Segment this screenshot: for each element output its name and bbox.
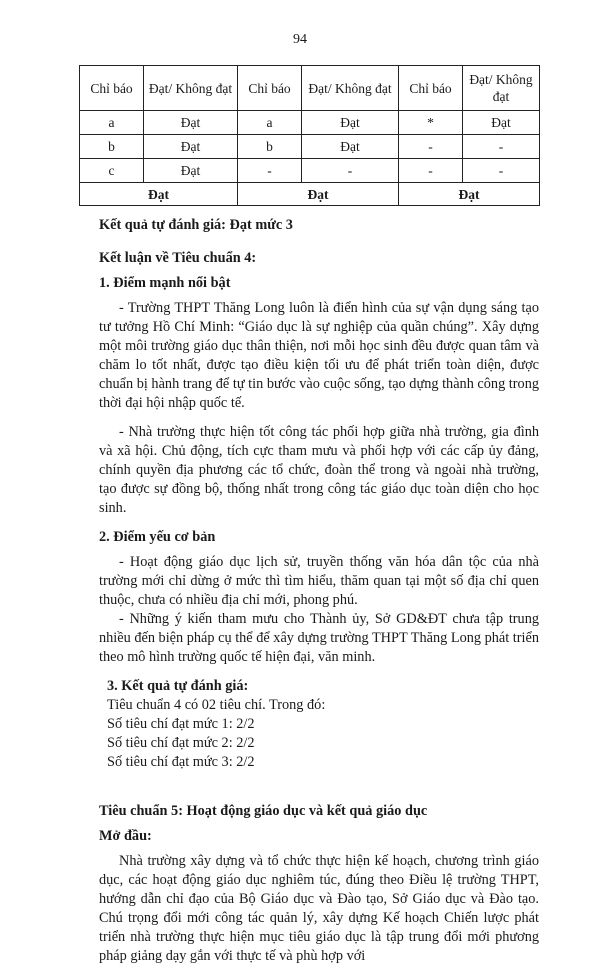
table-total-row	[80, 183, 540, 206]
table-header-cell: Đạt/ Không đạt	[144, 66, 238, 111]
table-header-cell: Chỉ báo	[80, 66, 144, 111]
table-total-cell: Đạt	[238, 183, 399, 206]
weaknesses-heading: 2. Điểm yếu cơ bản	[99, 529, 216, 545]
table-row	[80, 111, 540, 135]
self-eval-line: Số tiêu chí đạt mức 3: 2/2	[107, 754, 255, 770]
table-cell: c	[80, 159, 144, 183]
table-header-row	[80, 66, 540, 111]
self-eval-heading: 3. Kết quả tự đánh giá:	[107, 678, 249, 694]
table-cell: -	[238, 159, 302, 183]
intro-paragraph: Nhà trường xây dựng và tổ chức thực hiện kế hoạch, chương trình giáo dục, các hoạt động giáo dục nghiêm túc, đúng theo Điều lệ trường THPT, hướng dẫn chỉ đạo của Bộ Giáo dục và Đào tạo, Sở Giáo dục và Đào tạo. Chú trọng đổi mới công tác quản lý, xây dựng Kế hoạch Chiến lược phát triển nhà trường thực hiện mục tiêu giáo dục là tập trung đổi mới phương pháp giảng dạy gắn với thực tế và phù hợp với	[99, 853, 539, 964]
page-number: 94	[293, 32, 307, 47]
conclusion-title: Kết luận về Tiêu chuẩn 4:	[99, 250, 257, 266]
table-cell: Đạt	[463, 111, 540, 135]
table-cell: Đạt	[302, 111, 399, 135]
self-evaluation-result: Kết quả tự đánh giá: Đạt mức 3	[99, 217, 293, 233]
weaknesses-paragraph: - Những ý kiến tham mưu cho Thành ủy, Sở GD&ĐT chưa tập trung nhiều đến biện pháp cụ thể để xây dựng trường THPT Thăng Long phát triển theo mô hình trường quốc tế hiện đại, văn minh.	[99, 611, 539, 665]
strengths-heading: 1. Điểm mạnh nổi bật	[99, 275, 231, 291]
table-header-cell: Chỉ báo	[238, 66, 302, 111]
document-body	[99, 216, 539, 966]
table-cell: -	[399, 135, 463, 159]
strengths-paragraph: - Nhà trường thực hiện tốt công tác phối hợp giữa nhà trường, gia đình và xã hội. Chủ động, tích cực tham mưu và phối hợp với các cấp ủy đảng, chính quyền địa phương các tổ chức, đoàn thể trong và ngoài nhà trường, tạo được sự đồng bộ, thống nhất trong công tác giáo dục toàn diện cho học sinh.	[99, 424, 539, 516]
table-total-cell: Đạt	[399, 183, 540, 206]
strengths-paragraph: - Trường THPT Thăng Long luôn là điển hình của sự vận dụng sáng tạo tư tưởng Hồ Chí Minh: “Giáo dục là sự nghiệp của quần chúng”. Xây dựng một môi trường giáo dục thân thiện, nơi mỗi học sinh đều được quan tâm và chăm lo tốt nhất, được tạo điều kiện tối ưu để phát triển toàn diện, được chuẩn bị hành trang để tự tin bước vào cuộc sống, tạo dựng thành công trong thời đại hội nhập quốc tế.	[99, 300, 539, 411]
table-cell: Đạt	[144, 135, 238, 159]
table-cell: Đạt	[144, 111, 238, 135]
table-cell: -	[463, 135, 540, 159]
self-eval-line: Số tiêu chí đạt mức 1: 2/2	[107, 716, 255, 732]
table-cell: a	[80, 111, 144, 135]
evaluation-table	[79, 65, 540, 206]
weaknesses-paragraph: - Hoạt động giáo dục lịch sử, truyền thống văn hóa dân tộc của nhà trường mới chỉ dừng ở mức thì tìm hiểu, thăm quan tại một số địa chỉ quen thuộc, chưa có nhiều địa chỉ mới, phong phú.	[99, 554, 539, 608]
table-cell: -	[399, 159, 463, 183]
table-cell: Đạt	[302, 135, 399, 159]
table-header-cell: Chỉ báo	[399, 66, 463, 111]
table-row	[80, 159, 540, 183]
self-evaluation-summary	[99, 677, 539, 772]
table-cell: -	[463, 159, 540, 183]
table-total-cell: Đạt	[80, 183, 238, 206]
table-header-cell: Đạt/ Không đạt	[463, 66, 540, 111]
self-eval-line: Tiêu chuẩn 4 có 02 tiêu chí. Trong đó:	[107, 697, 326, 713]
table-cell: b	[238, 135, 302, 159]
table-cell: Đạt	[144, 159, 238, 183]
table-cell: -	[302, 159, 399, 183]
table-row	[80, 135, 540, 159]
table-cell: *	[399, 111, 463, 135]
table-cell: a	[238, 111, 302, 135]
table-header-cell: Đạt/ Không đạt	[302, 66, 399, 111]
self-eval-line: Số tiêu chí đạt mức 2: 2/2	[107, 735, 255, 751]
intro-heading: Mở đầu:	[99, 828, 152, 844]
table-cell: b	[80, 135, 144, 159]
standard-5-title: Tiêu chuẩn 5: Hoạt động giáo dục và kết quả giáo dục	[99, 803, 428, 819]
